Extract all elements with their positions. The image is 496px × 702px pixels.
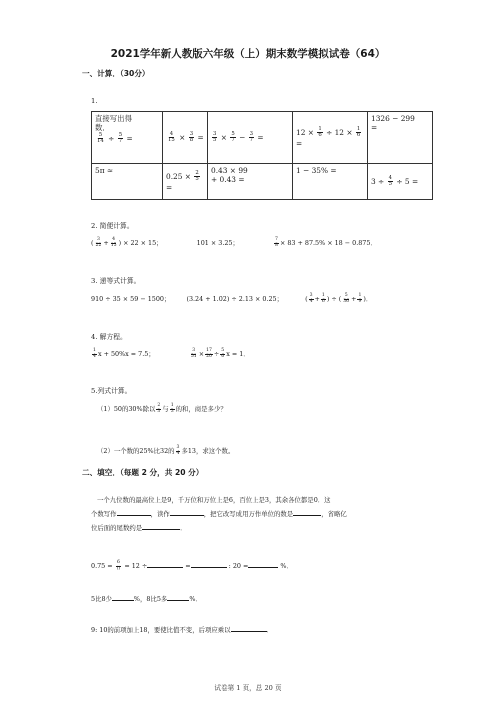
fill-question-1-line-2 — [91, 511, 347, 519]
answer-blank[interactable] — [248, 567, 278, 568]
fraction-numerator: 17 — [206, 348, 212, 353]
fraction-denominator: 7 — [231, 137, 235, 143]
expr-text: ( — [91, 239, 94, 248]
fraction — [356, 127, 361, 139]
fraction-denominator: 6 — [318, 132, 322, 139]
question-4-label: 4. 解方程。 — [91, 333, 127, 341]
fraction-denominator: 20 — [206, 353, 212, 359]
equals: = — [296, 138, 303, 148]
equals: = — [166, 182, 173, 192]
question-5-label: 5.列式计算。 — [91, 387, 132, 395]
expr-text: × 83 + 87.5% × 18 − 0.875． — [279, 239, 377, 248]
table-row — [92, 164, 433, 200]
expr-text: 9: 10的前项加上18，要使比值不变，后项应乘以 — [91, 626, 231, 634]
fraction — [116, 561, 122, 571]
answer-blank[interactable] — [170, 515, 204, 516]
expr-text: ) × 22 × 15； — [118, 239, 163, 248]
fraction — [342, 294, 350, 304]
fraction-numerator: 5 — [221, 348, 225, 353]
fraction-numerator: 2 — [157, 403, 161, 408]
expr-text: ，省略亿 — [321, 510, 347, 518]
fraction — [212, 132, 217, 144]
fraction-denominator: 5 — [213, 137, 217, 143]
question-4-equations — [91, 349, 250, 359]
expr-text: 个数写作 — [91, 510, 117, 518]
fraction-numerator: 3 — [189, 130, 194, 137]
expr-text: 0.75 = — [91, 562, 113, 571]
expr-text: = 12 ÷ — [124, 562, 148, 571]
expr-text: = — [185, 562, 191, 571]
fraction-numerator: 3 — [192, 348, 196, 353]
section-1-heading: 一、计算．（30分） — [82, 69, 150, 78]
question-3-expressions — [91, 294, 372, 304]
equals: = — [257, 132, 264, 142]
fraction-denominator: 6 — [221, 353, 225, 359]
operator: − — [239, 132, 246, 142]
operator: × — [198, 350, 205, 359]
exam-title: 2021学年新人教版六年级（上）期末数学模拟试卷（64） — [110, 48, 386, 60]
fraction-denominator: 4 — [93, 353, 96, 359]
fraction-numerator: 6 — [117, 560, 120, 565]
section-2-heading: 二、填空．（每题 2 分，共 20 分） — [82, 468, 204, 477]
operator: × — [220, 132, 227, 142]
fraction — [357, 294, 362, 304]
expr-text: %，8比5多 — [133, 595, 168, 603]
equals: = — [126, 133, 133, 143]
table-cell — [92, 164, 163, 200]
fraction-denominator: 3 — [157, 408, 161, 414]
table-cell — [368, 164, 433, 200]
fraction-numerator: 1 — [356, 126, 361, 133]
fraction-denominator: 6 — [321, 298, 325, 304]
fraction — [189, 132, 194, 144]
expr-text: 位后面的尾数约是 — [91, 524, 143, 532]
question-2-label: 2. 简便计算。 — [91, 222, 134, 230]
question-1-label: 1. — [91, 97, 98, 105]
fraction — [205, 349, 213, 359]
fraction — [309, 294, 314, 304]
expr-text: 910 ÷ 35 × 59 − 1500； — [91, 295, 171, 304]
question-5-sub-1 — [97, 404, 227, 414]
fraction-denominator: 15 — [110, 242, 117, 248]
fraction-numerator: 2 — [195, 170, 199, 177]
fraction — [95, 238, 103, 248]
fill-question-1-line-3 — [91, 525, 187, 533]
expr-text: %． — [280, 562, 293, 571]
question-3-label: 3. 递等式计算。 — [91, 277, 141, 285]
expr-text: 与 — [162, 405, 169, 414]
table-cell — [293, 112, 368, 164]
fraction — [92, 349, 97, 359]
expr-text: ． — [266, 626, 273, 634]
fraction-numerator: 1 — [93, 348, 96, 353]
cell-text: 直接写出得 — [95, 114, 132, 123]
cell-text: 数． — [95, 123, 110, 133]
fraction-numerator: 5 — [118, 131, 123, 138]
question-5-sub-2 — [97, 446, 234, 456]
expr-text: : 20 = — [228, 562, 249, 571]
fraction-numerator: 3 — [249, 130, 254, 137]
fraction-numerator: 4 — [169, 130, 174, 137]
expr-text: ，读作 — [150, 510, 170, 518]
equals: = — [197, 132, 204, 142]
cell-text: 3 ÷ — [371, 176, 385, 186]
fraction — [321, 294, 326, 304]
fraction-denominator: 3 — [170, 408, 174, 414]
fraction — [167, 132, 176, 144]
expr-text: ( — [305, 295, 308, 304]
fill-question-2 — [91, 561, 293, 571]
table-cell — [293, 164, 368, 200]
operator: ÷ — [108, 133, 115, 143]
fraction-numerator: 3 — [213, 130, 217, 137]
fraction — [194, 171, 199, 183]
table-cell — [163, 164, 208, 200]
fraction — [274, 238, 279, 248]
fraction-numerator: 4 — [388, 174, 392, 181]
equals: = — [371, 123, 378, 133]
fill-question-1-line-1: 一个九位数的最高位上是9，千万位和万位上是6，百位上是3，其余各位都是0．这 — [97, 496, 331, 504]
answer-blank[interactable] — [112, 600, 134, 601]
fraction-numerator: 3 — [309, 293, 313, 298]
expr-text: 的和，商是多少？ — [175, 405, 227, 414]
operator: + — [314, 295, 320, 304]
fraction — [118, 133, 123, 145]
fraction-denominator: 8 — [275, 242, 278, 248]
table-cell — [208, 164, 293, 200]
operator: ÷ — [213, 350, 220, 359]
fraction-numerator: 1 — [358, 293, 362, 298]
expr-text: )． — [363, 295, 373, 304]
expr-text: x + 50%x = 7.5； — [97, 350, 155, 359]
fraction-denominator: 5 — [195, 176, 199, 183]
answer-blank[interactable] — [293, 515, 321, 516]
fraction — [176, 446, 181, 456]
expr-text: ，把它改写成用万作单位的数是 — [203, 510, 294, 518]
fraction — [156, 404, 161, 414]
fraction-numerator: 4 — [112, 237, 116, 242]
fraction-numerator: 1 — [318, 126, 322, 133]
fraction — [249, 132, 254, 144]
answer-blank[interactable] — [117, 515, 151, 516]
fraction — [190, 349, 198, 359]
expr-text: %． — [189, 595, 202, 603]
fraction-numerator: 5 — [231, 130, 235, 137]
fraction-numerator: 7 — [275, 237, 278, 242]
fraction — [170, 404, 175, 414]
fraction-denominator: 7 — [118, 137, 123, 144]
table-cell — [163, 112, 208, 164]
table-cell — [208, 112, 293, 164]
fraction-denominator: 7 — [249, 137, 254, 143]
answer-blank[interactable] — [142, 529, 180, 530]
cell-text: 5π ≈ — [95, 166, 114, 175]
cell-text: 0.43 × 99 — [211, 166, 248, 175]
expr-text: x = 1． — [226, 350, 250, 359]
fraction-denominator: 5 — [388, 181, 392, 187]
fraction — [230, 132, 235, 144]
cell-text: 12 × — [296, 127, 314, 137]
cell-text: ÷ 12 × — [326, 127, 353, 137]
fraction-denominator: 8 — [189, 137, 194, 143]
fraction-denominator: () — [116, 565, 121, 571]
fill-question-4 — [91, 627, 273, 635]
fraction — [388, 176, 393, 188]
expr-text: 多13，求这个数。 — [181, 447, 235, 456]
fraction-denominator: 22 — [95, 242, 102, 248]
table-row — [92, 112, 433, 164]
question-2-expressions — [91, 238, 377, 248]
expr-text: 101 × 3.25； — [196, 239, 239, 248]
fraction-numerator: 3 — [176, 445, 180, 450]
cell-text: 1326 − 299 — [371, 114, 415, 123]
cell-text: + 0.43 = — [211, 175, 245, 185]
operator: + — [103, 239, 109, 248]
fraction-numerator: 1 — [170, 403, 174, 408]
expr-text: (3.24 + 1.02) ÷ 2.13 × 0.25； — [186, 295, 284, 304]
fraction-numerator: 3 — [96, 237, 100, 242]
fraction — [96, 133, 105, 145]
cell-text: 1 − 35% = — [296, 166, 337, 175]
fraction-numerator: 5 — [344, 293, 348, 298]
fraction-denominator: 4 — [176, 450, 180, 456]
answer-blank[interactable] — [147, 567, 183, 568]
answer-blank[interactable] — [191, 567, 227, 568]
fraction — [110, 238, 118, 248]
table-cell — [368, 112, 433, 164]
fraction-denominator: 6 — [356, 132, 361, 139]
operator: × — [179, 132, 186, 142]
fraction-denominator: 51 — [190, 353, 197, 359]
fraction-denominator: 14 — [97, 137, 104, 144]
fraction-denominator: 15 — [168, 137, 175, 143]
expr-text: ) ÷ ( — [326, 295, 342, 304]
fraction-denominator: 36 — [343, 298, 350, 304]
fill-question-3 — [91, 596, 202, 604]
expr-text: （1）50的30%除以 — [97, 405, 156, 414]
cell-text: ÷ 5 = — [396, 176, 419, 186]
fraction-denominator: 4 — [309, 298, 313, 304]
mental-math-table — [91, 111, 433, 200]
expr-text: ． — [180, 524, 187, 532]
fraction-numerator: 1 — [321, 293, 325, 298]
answer-blank[interactable] — [167, 600, 189, 601]
expr-text: （2）一个数的25%比32的 — [97, 447, 175, 456]
cell-text: 0.25 × — [166, 171, 191, 181]
table-cell — [92, 112, 163, 164]
answer-blank[interactable] — [231, 631, 267, 632]
fraction-numerator: 5 — [98, 131, 103, 138]
expr-text: 5比8少 — [91, 595, 112, 603]
operator: + — [351, 295, 357, 304]
fraction-denominator: 9 — [358, 298, 362, 304]
fraction — [317, 127, 322, 139]
fraction — [220, 349, 225, 359]
page-footer: 试卷第 1 页，总 20 页 — [214, 684, 282, 692]
